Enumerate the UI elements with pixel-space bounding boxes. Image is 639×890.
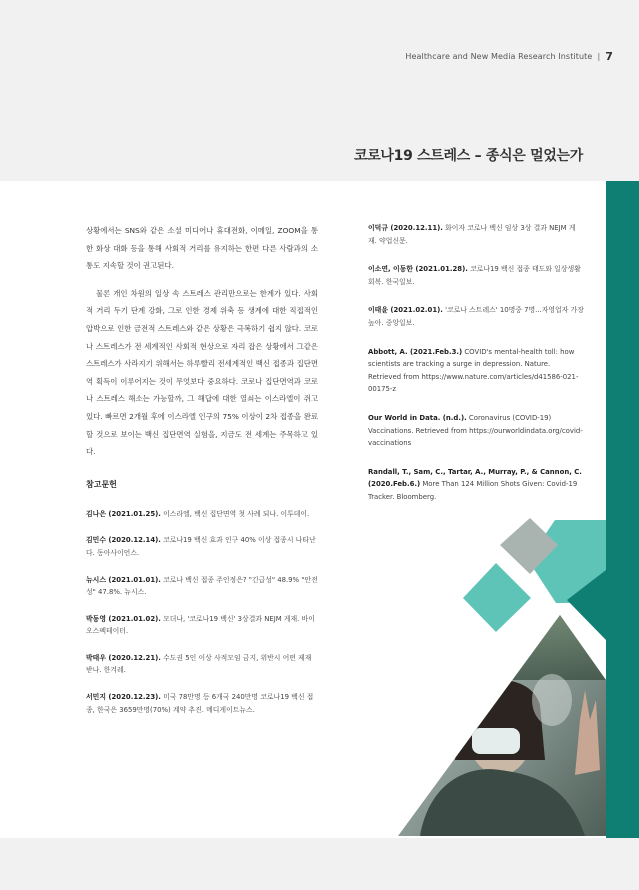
teal-side-band (606, 181, 639, 838)
reference-item: 박동영 (2021.01.02). 모더나, '코로나19 백신' 3상결과 NEJM 게재. 바이오스펙테이터. (86, 614, 315, 636)
reference-item: 박태우 (2020.12.21). 수도권 5인 이상 사적모임 금지, 위반시 어떤 제재 받나. 한겨레. (86, 653, 312, 675)
reference-item: 김민수 (2020.12.14). 코로나19 백신 효과 인구 40% 이상 접종시 나타난다. 동아사이언스. (86, 536, 316, 557)
body-paragraph-2: 물론 개인 차원의 일상 속 스트레스 관리만으로는 한계가 있다. 사회적 거리 두기 단계 강화, 그로 인한 경제 위축 등 생계에 대한 직접적인 압박으로 인한 금전적 스트레스와 같은 상황은 극복하기 쉽지 않다. 코로나 스트레스가 전 세계적인 사회적 현상으로 자리 잡은 상황에서 그같은 스트레스가 사라지기 위해서는 하루빨리 전세계적인 백신 접종과 집단면역 획득이 이루어지는 것이 무엇보다 중요하다. 코로나 집단면역과 코로나 스트레스 해소는 가능할까, 그 해답에 대한 열쇠는 이스라엘이 쥐고 있다. 빠르면 2개월 후에 이스라엘 인구의 75% 이상이 2차 접종을 완료할 것으로 보이는 백신 집단면역 실험을, 지금도 전 세계는 주목하고 있다. (86, 288, 318, 457)
reference-item: 이태윤 (2021.02.01). '코로나 스트레스' 10명중 7명...자영업자 가장 높아. 중앙일보. (368, 306, 584, 327)
reference-item: 뉴시스 (2021.01.01). 코로나 백신 접종 주인정은? "긴급성" 48.9% "안전성" 47.8%. 뉴시스. (86, 575, 318, 597)
page-number: 7 (605, 50, 613, 63)
page-header (405, 50, 613, 63)
reference-item: Our World in Data. (n.d.). Coronavirus (COVID-19) Vaccinations. Retrieved from https://ourworldindata.org/covid-vaccinations (368, 413, 583, 448)
page-title: 코로나19 스트레스 – 종식은 멀었는가 (353, 148, 583, 164)
left-column (86, 222, 318, 730)
references-heading: 참고문헌 (86, 479, 117, 489)
right-column (368, 222, 584, 520)
reference-item: 이덕규 (2020.12.11). 화이자 코로나 백신 임상 3상 결과 NEJM 게재. 약업신문. (368, 224, 576, 245)
reference-item: 김나은 (2021.01.25). 이스라엘, 백신 집단면역 첫 사례 되나. 이투데이. (86, 509, 310, 518)
reference-item: 이소연, 이동한 (2021.01.28). 코로나19 백신 접종 태도와 일상생활 회복. 한국일보. (368, 265, 581, 286)
reference-item: Abbott, A. (2021.Feb.3.) COVID's mental-health toll: how scientists are tracking a surge in depression. Nature. Retrieved from https://www.nature.com/articles/d41586-021-00175-z (368, 347, 579, 394)
institute-name: Healthcare and New Media Research Institute (405, 52, 593, 61)
reference-item: Randall, T., Sam, C., Tartar, A., Murray, P., & Cannon, C. (2020.Feb.6.) More Than 124 Million Shots Given: Covid-19 Tracker. Bloomberg. (368, 467, 582, 501)
header-separator: | (597, 52, 601, 61)
reference-item: 서민지 (2020.12.23). 미국 78만명 등 6개국 240만명 코로나19 백신 접종, 한국은 3659만명(70%) 계약 추진. 메디게이트뉴스. (86, 693, 314, 714)
body-paragraph-1: 상황에서는 SNS와 같은 소셜 미디어나 휴대전화, 이메일, ZOOM을 통한 화상 대화 등을 통해 사회적 거리를 유지하는 한편 다른 사람과의 소통도 지속할 것이 권고된다. (86, 226, 318, 271)
